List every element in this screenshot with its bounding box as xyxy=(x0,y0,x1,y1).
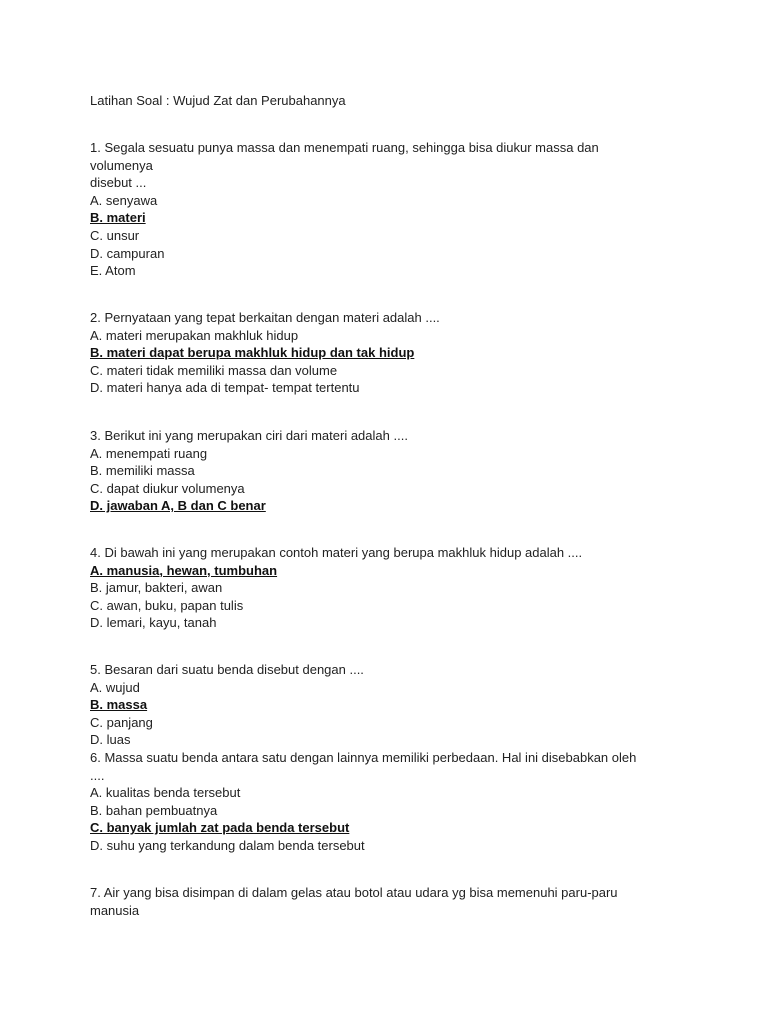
answer-option: B. bahan pembuatnya xyxy=(90,802,218,818)
answer-option: D. campuran xyxy=(90,245,165,261)
correct-answer-option: A. manusia, hewan, tumbuhan xyxy=(90,562,278,578)
question-2 xyxy=(90,309,650,397)
correct-answer-option: B. materi xyxy=(90,210,146,226)
correct-answer-option: B. massa xyxy=(90,697,148,713)
answer-option: D. materi hanya ada di tempat- tempat tertentu xyxy=(90,380,360,396)
answer-option: D. luas xyxy=(90,732,131,748)
question-text: 7. Air yang bisa disimpan di dalam gelas atau botol atau udara yg bisa memenuhi paru-paru manusia xyxy=(90,885,618,918)
answer-option: D. lemari, kayu, tanah xyxy=(90,615,217,631)
answer-option: A. senyawa xyxy=(90,192,158,208)
answer-option: A. materi merupakan makhluk hidup xyxy=(90,327,299,343)
answer-option: E. Atom xyxy=(90,263,136,279)
answer-option: A. menempati ruang xyxy=(90,445,208,461)
answer-option: C. unsur xyxy=(90,227,140,243)
question-7 xyxy=(90,884,650,919)
question-text: 5. Besaran dari suatu benda disebut dengan .... xyxy=(90,662,364,677)
answer-option: C. awan, buku, papan tulis xyxy=(90,597,244,613)
question-text: disebut ... xyxy=(90,175,147,191)
answer-option: B. memiliki massa xyxy=(90,463,195,479)
question-text: 1. Segala sesuatu punya massa dan menempati ruang, sehingga bisa diukur massa dan volumenya xyxy=(90,140,599,173)
answer-option: D. suhu yang terkandung dalam benda tersebut xyxy=(90,837,365,853)
question-text: 4. Di bawah ini yang merupakan contoh materi yang berupa makhluk hidup adalah .... xyxy=(90,545,583,560)
correct-answer-option: D. jawaban A, B dan C benar xyxy=(90,498,266,514)
question-4 xyxy=(90,544,650,632)
answer-option: C. dapat diukur volumenya xyxy=(90,480,245,496)
question-text: 6. Massa suatu benda antara satu dengan lainnya memiliki perbedaan. Hal ini disebabkan oleh .... xyxy=(90,750,637,783)
question-3 xyxy=(90,427,650,515)
answer-option: A. wujud xyxy=(90,679,140,695)
answer-option: C. materi tidak memiliki massa dan volume xyxy=(90,362,338,378)
question-text: 3. Berikut ini yang merupakan ciri dari materi adalah .... xyxy=(90,428,408,443)
answer-option: A. kualitas benda tersebut xyxy=(90,785,241,801)
document-title: Latihan Soal : Wujud Zat dan Perubahannya xyxy=(90,93,346,108)
question-text: 2. Pernyataan yang tepat berkaitan dengan materi adalah .... xyxy=(90,310,440,325)
correct-answer-option: C. banyak jumlah zat pada benda tersebut xyxy=(90,820,350,836)
question-1 xyxy=(90,139,650,280)
question-5 xyxy=(90,661,650,749)
correct-answer-option: B. materi dapat berupa makhluk hidup dan tak hidup xyxy=(90,345,415,361)
answer-option: B. jamur, bakteri, awan xyxy=(90,580,223,596)
question-6 xyxy=(90,749,650,855)
answer-option: C. panjang xyxy=(90,714,153,730)
